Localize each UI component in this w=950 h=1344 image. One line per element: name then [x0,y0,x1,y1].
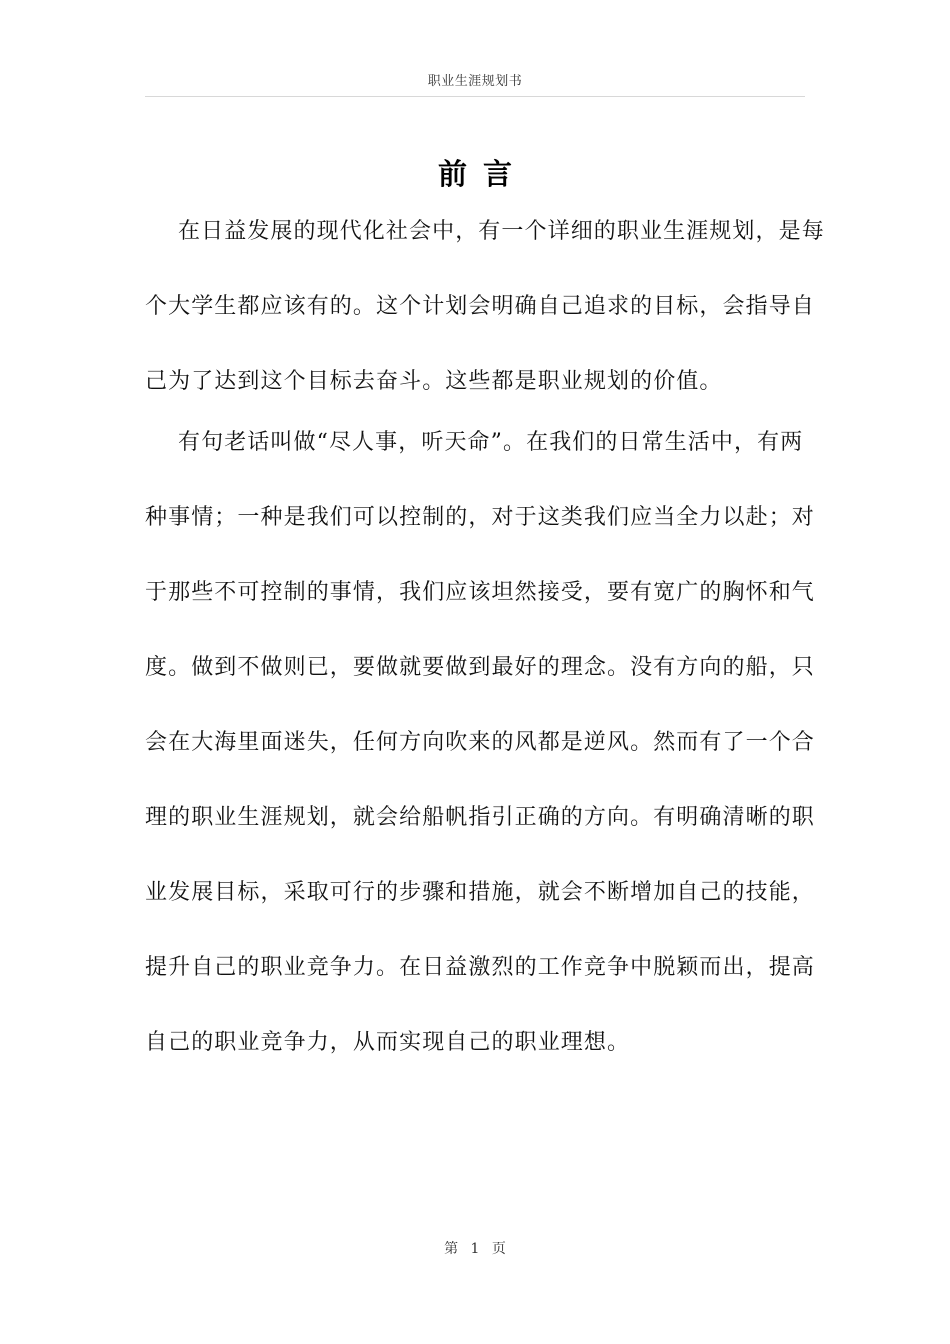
page-number: 1 [470,1241,480,1257]
page-number-footer [0,1238,950,1258]
paragraph-2-line-6: 理的职业生涯规划，就会给船帆指引正确的方向。有明确清晰的职 [145,805,815,830]
page-prefix: 第 [444,1241,459,1257]
paragraph-1-line-3: 己为了达到这个目标去奋斗。这些都是职业规划的价值。 [145,369,723,394]
paragraph-2-line-7: 业发展目标，采取可行的步骤和措施，就会不断增加自己的技能， [145,880,815,905]
paragraph-2-line-5: 会在大海里面迷失，任何方向吹来的风都是逆风。然而有了一个合 [145,730,815,755]
page-suffix: 页 [491,1241,506,1257]
page-title: 前言 [437,157,528,191]
paragraph-1-line-2: 个大学生都应该有的。这个计划会明确自己追求的目标，会指导自 [145,294,815,319]
paragraph-2-line-8: 提升自己的职业竞争力。在日益激烈的工作竞争中脱颖而出，提高 [145,955,815,980]
header-divider [145,96,805,97]
paragraph-1-line-1: 在日益发展的现代化社会中，有一个详细的职业生涯规划，是每 [178,219,825,244]
paragraph-2-line-1: 有句老话叫做“尽人事，听天命”。在我们的日常生活中，有两 [178,430,804,455]
paragraph-2-line-3: 于那些不可控制的事情，我们应该坦然接受，要有宽广的胸怀和气 [145,580,815,605]
paragraph-2-line-4: 度。做到不做则已，要做就要做到最好的理念。没有方向的船，只 [145,655,815,680]
paragraph-2-line-2: 种事情；一种是我们可以控制的，对于这类我们应当全力以赴；对 [145,505,815,530]
paragraph-2-line-9: 自己的职业竞争力，从而实现自己的职业理想。 [145,1030,631,1055]
running-header: 职业生涯规划书 [427,74,523,89]
